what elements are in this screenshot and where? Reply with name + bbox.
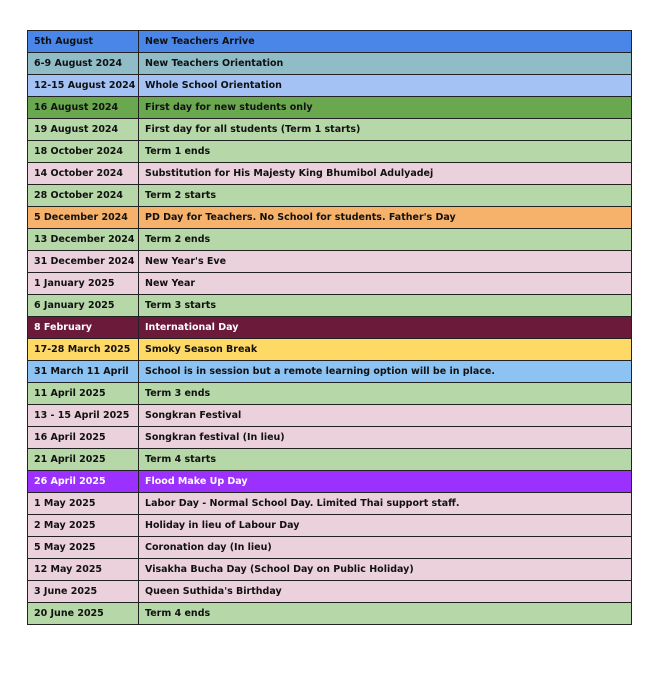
calendar-event-cell: International Day (139, 317, 632, 339)
calendar-date-cell: 31 March 11 April (28, 361, 139, 383)
calendar-event-cell: Songkran festival (In lieu) (139, 427, 632, 449)
calendar-event-cell: Holiday in lieu of Labour Day (139, 515, 632, 537)
calendar-date-cell: 8 February (28, 317, 139, 339)
calendar-event-cell: New Year (139, 273, 632, 295)
calendar-date-cell: 6-9 August 2024 (28, 53, 139, 75)
calendar-date-cell: 5th August (28, 31, 139, 53)
calendar-event-cell: Visakha Bucha Day (School Day on Public Holiday) (139, 559, 632, 581)
calendar-event-cell: Term 2 ends (139, 229, 632, 251)
calendar-date-cell: 28 October 2024 (28, 185, 139, 207)
calendar-row (28, 427, 632, 449)
calendar-row (28, 383, 632, 405)
calendar-date-cell: 13 December 2024 (28, 229, 139, 251)
calendar-row (28, 163, 632, 185)
calendar-row (28, 361, 632, 383)
calendar-row (28, 449, 632, 471)
calendar-event-cell: Labor Day - Normal School Day. Limited Thai support staff. (139, 493, 632, 515)
calendar-date-cell: 21 April 2025 (28, 449, 139, 471)
calendar-event-cell: Term 4 starts (139, 449, 632, 471)
calendar-row (28, 273, 632, 295)
calendar-row (28, 75, 632, 97)
calendar-row (28, 317, 632, 339)
calendar-row (28, 537, 632, 559)
calendar-date-cell: 31 December 2024 (28, 251, 139, 273)
calendar-row (28, 141, 632, 163)
calendar-event-cell: First day for all students (Term 1 starts) (139, 119, 632, 141)
calendar-row (28, 581, 632, 603)
school-calendar-table (27, 30, 632, 625)
calendar-date-cell: 26 April 2025 (28, 471, 139, 493)
calendar-event-cell: First day for new students only (139, 97, 632, 119)
calendar-date-cell: 1 May 2025 (28, 493, 139, 515)
calendar-date-cell: 12-15 August 2024 (28, 75, 139, 97)
calendar-row (28, 119, 632, 141)
calendar-event-cell: Smoky Season Break (139, 339, 632, 361)
calendar-event-cell: Term 1 ends (139, 141, 632, 163)
calendar-row (28, 471, 632, 493)
calendar-row (28, 31, 632, 53)
calendar-date-cell: 20 June 2025 (28, 603, 139, 625)
calendar-row (28, 515, 632, 537)
calendar-row (28, 185, 632, 207)
calendar-row (28, 603, 632, 625)
calendar-date-cell: 17-28 March 2025 (28, 339, 139, 361)
calendar-date-cell: 6 January 2025 (28, 295, 139, 317)
calendar-row (28, 97, 632, 119)
calendar-event-cell: Whole School Orientation (139, 75, 632, 97)
calendar-row (28, 251, 632, 273)
calendar-row (28, 493, 632, 515)
calendar-row (28, 207, 632, 229)
calendar-date-cell: 5 December 2024 (28, 207, 139, 229)
calendar-date-cell: 11 April 2025 (28, 383, 139, 405)
calendar-row (28, 405, 632, 427)
calendar-date-cell: 5 May 2025 (28, 537, 139, 559)
calendar-event-cell: Flood Make Up Day (139, 471, 632, 493)
calendar-row (28, 559, 632, 581)
calendar-event-cell: New Year's Eve (139, 251, 632, 273)
calendar-event-cell: New Teachers Arrive (139, 31, 632, 53)
calendar-date-cell: 18 October 2024 (28, 141, 139, 163)
calendar-event-cell: New Teachers Orientation (139, 53, 632, 75)
calendar-event-cell: Substitution for His Majesty King Bhumibol Adulyadej (139, 163, 632, 185)
calendar-date-cell: 16 April 2025 (28, 427, 139, 449)
calendar-date-cell: 12 May 2025 (28, 559, 139, 581)
calendar-event-cell: Songkran Festival (139, 405, 632, 427)
calendar-row (28, 295, 632, 317)
calendar-event-cell: School is in session but a remote learning option will be in place. (139, 361, 632, 383)
calendar-event-cell: Term 2 starts (139, 185, 632, 207)
calendar-date-cell: 16 August 2024 (28, 97, 139, 119)
calendar-date-cell: 13 - 15 April 2025 (28, 405, 139, 427)
calendar-row (28, 53, 632, 75)
calendar-event-cell: PD Day for Teachers. No School for students. Father's Day (139, 207, 632, 229)
calendar-event-cell: Coronation day (In lieu) (139, 537, 632, 559)
calendar-event-cell: Term 4 ends (139, 603, 632, 625)
calendar-date-cell: 3 June 2025 (28, 581, 139, 603)
calendar-date-cell: 1 January 2025 (28, 273, 139, 295)
calendar-date-cell: 2 May 2025 (28, 515, 139, 537)
calendar-date-cell: 14 October 2024 (28, 163, 139, 185)
calendar-date-cell: 19 August 2024 (28, 119, 139, 141)
calendar-event-cell: Term 3 ends (139, 383, 632, 405)
calendar-event-cell: Queen Suthida's Birthday (139, 581, 632, 603)
calendar-event-cell: Term 3 starts (139, 295, 632, 317)
calendar-body (28, 31, 632, 625)
calendar-row (28, 339, 632, 361)
calendar-row (28, 229, 632, 251)
